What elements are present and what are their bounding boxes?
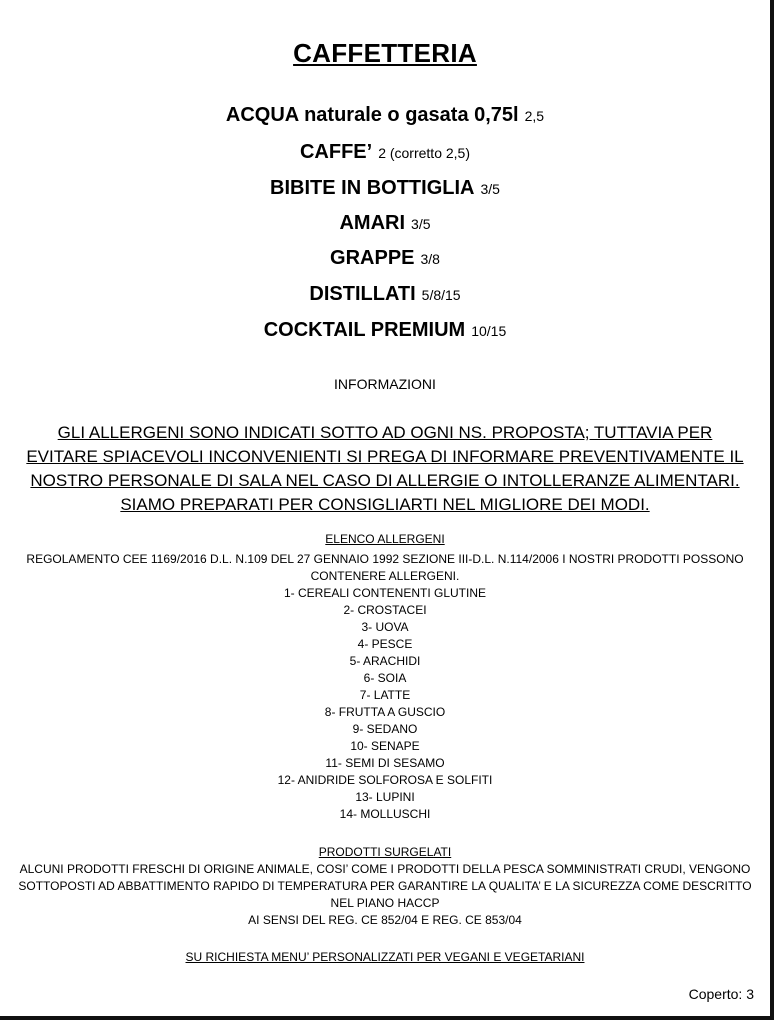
menu-item-price: 3/5 — [411, 216, 431, 232]
menu-item — [0, 177, 770, 200]
menu-item — [0, 141, 770, 164]
allergen-item: 1- CEREALI CONTENENTI GLUTINE — [283, 586, 487, 600]
allergen-item: 12- ANIDRIDE SOLFOROSA E SOLFITI — [277, 773, 493, 787]
menu-item — [0, 319, 770, 342]
menu-item — [0, 283, 770, 306]
menu-item-name: BIBITE IN BOTTIGLIA — [270, 177, 475, 199]
menu-item-name: ACQUA naturale o gasata 0,75l — [225, 104, 519, 126]
cover-charge: Coperto: 3 — [688, 986, 754, 1002]
allergen-item: 5- ARACHIDI — [349, 654, 421, 668]
menu-item — [0, 104, 770, 127]
menu-item-name: CAFFE’ — [299, 141, 373, 163]
frozen-products-law: AI SENSI DEL REG. CE 852/04 E REG. CE 853/04 — [248, 913, 522, 927]
vegan-note: SU RICHIESTA MENU’ PERSONALIZZATI PER VEGANI E VEGETARIANI — [185, 950, 585, 964]
menu-item-price: 2 (corretto 2,5) — [378, 145, 471, 161]
allergen-item: 10- SENAPE — [350, 739, 420, 753]
menu-item — [0, 247, 770, 270]
menu-item-name: COCKTAIL PREMIUM — [263, 319, 466, 341]
allergen-item: 11- SEMI DI SESAMO — [325, 756, 445, 770]
allergen-item: 7- LATTE — [359, 688, 411, 702]
allergen-item: 3- UOVA — [361, 620, 409, 634]
menu-item-price: 3/8 — [420, 251, 440, 267]
allergen-list — [0, 585, 770, 823]
allergen-list-title: ELENCO ALLERGENI — [325, 532, 445, 546]
menu-item-price: 3/5 — [480, 181, 500, 197]
allergen-item: 14- MOLLUSCHI — [339, 807, 431, 821]
menu-item-price: 5/8/15 — [421, 287, 461, 303]
allergen-item: 6- SOIA — [363, 671, 407, 685]
allergen-item: 13- LUPINI — [355, 790, 415, 804]
menu-item-name: DISTILLATI — [309, 283, 416, 305]
menu-item-name: AMARI — [339, 212, 406, 234]
allergen-notice: GLI ALLERGENI SONO INDICATI SOTTO AD OGNI NS. PROPOSTA; TUTTAVIA PER EVITARE SPIACEVOLI INCONVENIENTI SI PREGA DI INFORMARE PREVENTIVAMENTE IL NOSTRO PERSONALE DI SALA NEL CASO DI ALLERGIE O INTOLLERANZE ALIMENTARI. SIAMO PREPARATI PER CONSIGLIARTI NEL MIGLIORE DEI MODI. — [26, 423, 744, 514]
info-heading: INFORMAZIONI — [334, 376, 436, 392]
allergen-item: 2- CROSTACEI — [343, 603, 427, 617]
allergen-regulation: REGOLAMENTO CEE 1169/2016 D.L. N.109 DEL 27 GENNAIO 1992 SEZIONE III-D.L. N.114/2006 I NOSTRI PRODOTTI POSSONO CONTENERE ALLERGENI. — [26, 552, 744, 583]
allergen-item: 4- PESCE — [357, 637, 413, 651]
menu-item-price: 10/15 — [471, 323, 507, 339]
menu-item-price: 2,5 — [524, 108, 545, 124]
frozen-products-text: ALCUNI PRODOTTI FRESCHI DI ORIGINE ANIMALE, COSI’ COME I PRODOTTI DELLA PESCA SOMMINISTRATI CRUDI, VENGONO SOTTOPOSTI AD ABBATTIMENTO RAPIDO DI TEMPERATURA PER GARANTIRE LA QUALITA’ E LA SICUREZZA COME DESCRITTO NEL PIANO HACCP — [18, 862, 752, 910]
menu-item — [0, 212, 770, 235]
page-title: CAFFETTERIA — [293, 38, 477, 68]
allergen-item: 8- FRUTTA A GUSCIO — [324, 705, 446, 719]
frozen-products-title: PRODOTTI SURGELATI — [318, 845, 452, 859]
allergen-item: 9- SEDANO — [352, 722, 418, 736]
menu-item-name: GRAPPE — [330, 247, 415, 269]
